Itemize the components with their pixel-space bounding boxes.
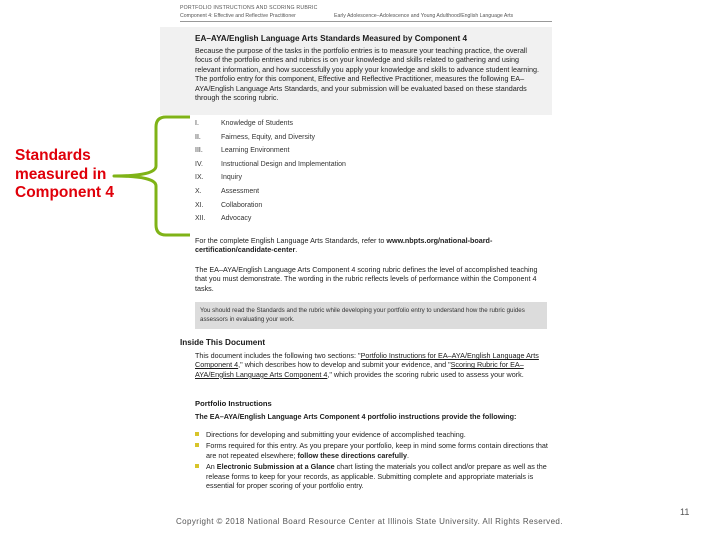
rubric-description: The EA–AYA/English Language Arts Component 4 scoring rubric defines the level of accomplished teaching that you must demonstrate. The wording in the rubric reflects levels of performance within the Component 4 tasks.	[195, 265, 538, 293]
inside-paragraph	[195, 351, 550, 379]
copyright-footer: Copyright © 2018 National Board Resource Center at Illinois State University. All Rights Reserved.	[176, 517, 563, 526]
bullet-text: Forms required for this entry. As you prepare your portfolio, keep in mind some forms contain directions that are not repeated elsewhere;	[206, 441, 548, 460]
bullet-text: An	[206, 462, 217, 472]
standard-number: XII.	[195, 215, 206, 223]
inside-text-2: ," which describes how to develop and submit your evidence, and "	[238, 360, 451, 370]
list-item	[195, 462, 550, 490]
header-title: PORTFOLIO INSTRUCTIONS AND SCORING RUBRIC	[180, 5, 318, 11]
scoring-rubric-link[interactable]: Scoring Rubric for EA–AYA/English Language Arts Component 4	[195, 360, 524, 379]
header-rule	[180, 21, 552, 22]
portfolio-instructions-link[interactable]: Portfolio Instructions for EA–AYA/English Language Arts Component 4	[195, 351, 539, 370]
bracket-shape	[114, 117, 190, 235]
standard-number: XI.	[195, 201, 204, 209]
portfolio-intro: The EA–AYA/English Language Arts Component 4 portfolio instructions provide the following:	[195, 412, 517, 421]
list-item	[195, 441, 550, 460]
standard-item	[195, 147, 535, 161]
portfolio-heading: Portfolio Instructions	[195, 399, 272, 408]
header-subject: Early Adolescence–Adolescence and Young Adulthood/English Language Arts	[334, 13, 514, 19]
note-text: You should read the Standards and the rubric while developing your portfolio entry to understand how the rubric guides assessors in evaluating your work.	[200, 307, 525, 323]
list-item	[195, 430, 550, 439]
standards-list	[195, 120, 535, 229]
bullet-text-end: chart listing the materials you collect and/or prepare as well as the release forms to keep for your records, as applicable. Submitting complete and appropriate materials is essential for proper scoring of your portfolio entry.	[206, 462, 547, 491]
standard-text: Instructional Design and Implementation	[221, 160, 346, 168]
standards-label: Standards measured in Component 4	[15, 147, 115, 201]
standard-text: Assessment	[221, 187, 260, 195]
standard-number: X.	[195, 187, 202, 195]
standard-text: Knowledge of Students	[221, 120, 293, 127]
standard-item	[195, 161, 535, 175]
bullet-emphasis: follow these directions carefully	[297, 450, 407, 460]
standards-reference	[195, 236, 540, 255]
bullet-text: Directions for developing and submitting your evidence of accomplished teaching.	[206, 430, 466, 439]
standards-paragraph-1: Because the purpose of the tasks in the portfolio entries is to measure your teaching practice, the overall focus of the portfolio entries and rubrics is on your knowledge and skills related to gathering and using relevant information, and how successfully you apply your knowledge and skills to advance student learning.	[195, 46, 539, 74]
standard-item	[195, 215, 535, 229]
standards-intro	[195, 46, 545, 102]
inside-text-3: ," which provides the scoring rubric used to assess your work.	[327, 369, 524, 379]
standards-heading: EA–AYA/English Language Arts Standards Measured by Component 4	[195, 34, 468, 43]
standard-number: III.	[195, 147, 203, 155]
bullet-end: .	[406, 450, 409, 460]
standard-item	[195, 202, 535, 216]
standard-text: Fairness, Equity, and Diversity	[221, 133, 316, 141]
bullet-icon	[195, 432, 199, 436]
standard-text: Inquiry	[221, 174, 243, 182]
standard-number: I.	[195, 120, 199, 127]
standard-item	[195, 174, 535, 188]
standard-number: II.	[195, 133, 201, 141]
bracket-icon	[104, 112, 194, 242]
standard-item	[195, 134, 535, 148]
standard-item	[195, 188, 535, 202]
bullet-emphasis: Electronic Submission at a Glance	[216, 462, 335, 472]
header-component: Component 4: Effective and Reflective Practitioner	[180, 13, 296, 19]
page-number: 11	[680, 507, 690, 517]
bullet-icon	[195, 443, 199, 447]
standard-number: IV.	[195, 160, 203, 168]
standard-text: Collaboration	[221, 201, 263, 209]
inside-heading: Inside This Document	[180, 338, 266, 347]
inside-text-1: This document includes the following two sections: "	[195, 351, 361, 360]
document-header	[176, 0, 552, 27]
standard-text: Learning Environment	[221, 147, 290, 155]
portfolio-bullets	[195, 430, 550, 492]
reference-suffix: .	[295, 245, 298, 255]
reference-prefix: For the complete English Language Arts Standards, refer to	[195, 236, 387, 245]
note-box	[195, 302, 547, 329]
standard-number: IX.	[195, 174, 204, 182]
bullet-icon	[195, 464, 199, 468]
standards-link[interactable]: www.nbpts.org/national-board-certification/candidate-center	[195, 236, 493, 255]
standards-paragraph-2: The portfolio entry for this component, Effective and Reflective Practitioner, measures the following EA–AYA/English Language Arts Standards, and your submission will be evaluated based on these standards through the scoring rubric.	[195, 74, 527, 103]
standard-text: Advocacy	[221, 215, 252, 223]
standard-item	[195, 120, 535, 134]
